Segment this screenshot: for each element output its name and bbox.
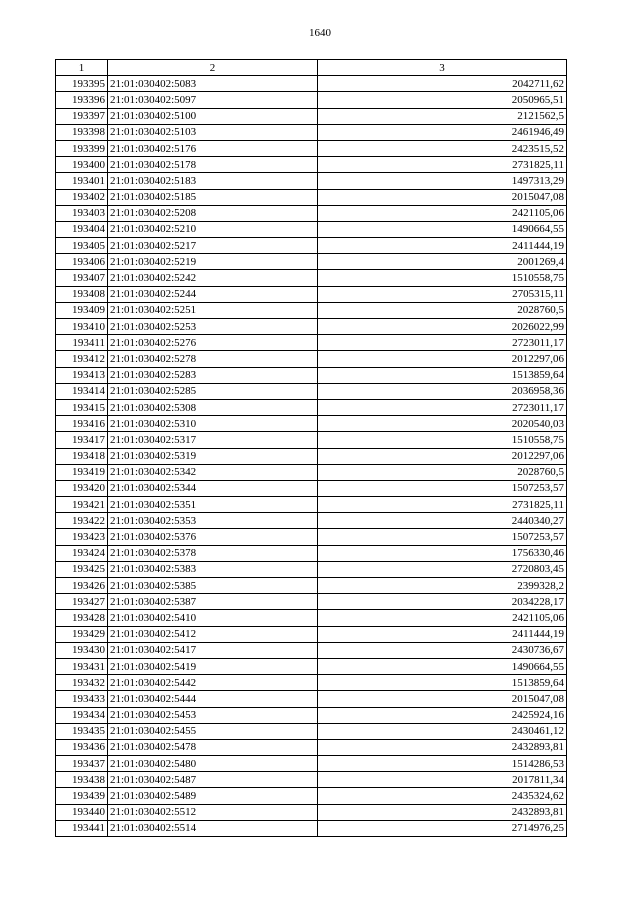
cadastral-value: 2461946,49	[318, 124, 567, 140]
cadastral-value: 2723011,17	[318, 335, 567, 351]
cadastral-value: 2705315,11	[318, 286, 567, 302]
table-row	[56, 658, 567, 674]
row-index: 193422	[56, 513, 108, 529]
table-row	[56, 367, 567, 383]
cadastral-value: 1514286,53	[318, 756, 567, 772]
row-index: 193423	[56, 529, 108, 545]
row-index: 193416	[56, 416, 108, 432]
table-row	[56, 302, 567, 318]
cadastral-value: 2411444,19	[318, 238, 567, 254]
row-index: 193397	[56, 108, 108, 124]
row-index: 193413	[56, 367, 108, 383]
column-header-index: 1	[56, 60, 108, 76]
table-row	[56, 497, 567, 513]
cadastral-number: 21:01:030402:5310	[108, 416, 318, 432]
row-index: 193428	[56, 610, 108, 626]
table-row	[56, 399, 567, 415]
cadastral-value: 2050965,51	[318, 92, 567, 108]
row-index: 193432	[56, 675, 108, 691]
cadastral-number: 21:01:030402:5217	[108, 238, 318, 254]
table-row	[56, 319, 567, 335]
cadastral-number: 21:01:030402:5385	[108, 578, 318, 594]
page-number: 1640	[309, 27, 331, 39]
row-index: 193408	[56, 286, 108, 302]
table-row	[56, 351, 567, 367]
cadastral-value: 2034228,17	[318, 594, 567, 610]
table-row	[56, 626, 567, 642]
cadastral-number: 21:01:030402:5317	[108, 432, 318, 448]
cadastral-number: 21:01:030402:5278	[108, 351, 318, 367]
cadastral-number: 21:01:030402:5253	[108, 319, 318, 335]
cadastral-value: 2017811,34	[318, 772, 567, 788]
table-row	[56, 691, 567, 707]
row-index: 193425	[56, 561, 108, 577]
cadastral-value: 2432893,81	[318, 739, 567, 755]
cadastral-number: 21:01:030402:5210	[108, 221, 318, 237]
cadastral-value: 2028760,5	[318, 464, 567, 480]
cadastral-value: 1497313,29	[318, 173, 567, 189]
cadastral-value: 2028760,5	[318, 302, 567, 318]
table-row	[56, 76, 567, 92]
cadastral-number: 21:01:030402:5083	[108, 76, 318, 92]
cadastral-number: 21:01:030402:5176	[108, 140, 318, 156]
table-row	[56, 448, 567, 464]
cadastral-value: 2714976,25	[318, 820, 567, 836]
row-index: 193419	[56, 464, 108, 480]
cadastral-value: 2430736,67	[318, 642, 567, 658]
table-row	[56, 108, 567, 124]
row-index: 193436	[56, 739, 108, 755]
row-index: 193431	[56, 658, 108, 674]
cadastral-number: 21:01:030402:5480	[108, 756, 318, 772]
cadastral-value: 2731825,11	[318, 497, 567, 513]
table-row	[56, 383, 567, 399]
cadastral-number: 21:01:030402:5344	[108, 480, 318, 496]
cadastral-number: 21:01:030402:5419	[108, 658, 318, 674]
cadastral-value: 2015047,08	[318, 691, 567, 707]
row-index: 193410	[56, 319, 108, 335]
cadastral-number: 21:01:030402:5489	[108, 788, 318, 804]
cadastral-number: 21:01:030402:5514	[108, 820, 318, 836]
table-row	[56, 173, 567, 189]
cadastral-number: 21:01:030402:5097	[108, 92, 318, 108]
table-row	[56, 205, 567, 221]
table-row	[56, 529, 567, 545]
cadastral-number: 21:01:030402:5442	[108, 675, 318, 691]
cadastral-value: 2001269,4	[318, 254, 567, 270]
row-index: 193401	[56, 173, 108, 189]
cadastral-number: 21:01:030402:5219	[108, 254, 318, 270]
cadastral-number: 21:01:030402:5455	[108, 723, 318, 739]
cadastral-value: 2026022,99	[318, 319, 567, 335]
row-index: 193398	[56, 124, 108, 140]
table-row	[56, 416, 567, 432]
row-index: 193438	[56, 772, 108, 788]
cadastral-number: 21:01:030402:5183	[108, 173, 318, 189]
table-row	[56, 578, 567, 594]
table-row	[56, 756, 567, 772]
table-row	[56, 480, 567, 496]
table-row	[56, 254, 567, 270]
table-row	[56, 432, 567, 448]
row-index: 193411	[56, 335, 108, 351]
row-index: 193424	[56, 545, 108, 561]
cadastral-value-table	[55, 59, 567, 837]
table-row	[56, 238, 567, 254]
cadastral-number: 21:01:030402:5444	[108, 691, 318, 707]
cadastral-value: 2411444,19	[318, 626, 567, 642]
cadastral-value: 2720803,45	[318, 561, 567, 577]
row-index: 193421	[56, 497, 108, 513]
cadastral-number: 21:01:030402:5512	[108, 804, 318, 820]
table-row	[56, 820, 567, 836]
table-row	[56, 545, 567, 561]
row-index: 193409	[56, 302, 108, 318]
cadastral-number: 21:01:030402:5251	[108, 302, 318, 318]
cadastral-value: 2012297,06	[318, 448, 567, 464]
cadastral-number: 21:01:030402:5378	[108, 545, 318, 561]
cadastral-value: 1756330,46	[318, 545, 567, 561]
row-index: 193402	[56, 189, 108, 205]
cadastral-value: 2015047,08	[318, 189, 567, 205]
cadastral-value: 1490664,55	[318, 658, 567, 674]
row-index: 193406	[56, 254, 108, 270]
cadastral-number: 21:01:030402:5387	[108, 594, 318, 610]
row-index: 193426	[56, 578, 108, 594]
row-index: 193427	[56, 594, 108, 610]
row-index: 193420	[56, 480, 108, 496]
cadastral-number: 21:01:030402:5242	[108, 270, 318, 286]
table-row	[56, 594, 567, 610]
cadastral-value: 2723011,17	[318, 399, 567, 415]
row-index: 193441	[56, 820, 108, 836]
cadastral-value: 2421105,06	[318, 205, 567, 221]
cadastral-number: 21:01:030402:5453	[108, 707, 318, 723]
cadastral-value: 2440340,27	[318, 513, 567, 529]
row-index: 193415	[56, 399, 108, 415]
table-row	[56, 157, 567, 173]
cadastral-number: 21:01:030402:5208	[108, 205, 318, 221]
row-index: 193399	[56, 140, 108, 156]
cadastral-number: 21:01:030402:5417	[108, 642, 318, 658]
cadastral-value: 1513859,64	[318, 367, 567, 383]
row-index: 193414	[56, 383, 108, 399]
row-index: 193395	[56, 76, 108, 92]
table-row	[56, 772, 567, 788]
cadastral-value: 1510558,75	[318, 432, 567, 448]
table-row	[56, 561, 567, 577]
cadastral-number: 21:01:030402:5410	[108, 610, 318, 626]
cadastral-value: 2423515,52	[318, 140, 567, 156]
row-index: 193418	[56, 448, 108, 464]
cadastral-number: 21:01:030402:5353	[108, 513, 318, 529]
row-index: 193440	[56, 804, 108, 820]
row-index: 193437	[56, 756, 108, 772]
row-index: 193417	[56, 432, 108, 448]
row-index: 193403	[56, 205, 108, 221]
table-row	[56, 286, 567, 302]
row-index: 193400	[56, 157, 108, 173]
table-row	[56, 464, 567, 480]
table-row	[56, 804, 567, 820]
cadastral-value: 1507253,57	[318, 529, 567, 545]
table-row	[56, 610, 567, 626]
cadastral-number: 21:01:030402:5351	[108, 497, 318, 513]
cadastral-number: 21:01:030402:5103	[108, 124, 318, 140]
cadastral-number: 21:01:030402:5283	[108, 367, 318, 383]
cadastral-value: 2425924,16	[318, 707, 567, 723]
cadastral-value: 2012297,06	[318, 351, 567, 367]
cadastral-number: 21:01:030402:5244	[108, 286, 318, 302]
table-row	[56, 140, 567, 156]
cadastral-value: 2421105,06	[318, 610, 567, 626]
cadastral-number: 21:01:030402:5376	[108, 529, 318, 545]
cadastral-number: 21:01:030402:5383	[108, 561, 318, 577]
cadastral-value: 2036958,36	[318, 383, 567, 399]
row-index: 193433	[56, 691, 108, 707]
row-index: 193439	[56, 788, 108, 804]
cadastral-number: 21:01:030402:5185	[108, 189, 318, 205]
cadastral-number: 21:01:030402:5478	[108, 739, 318, 755]
cadastral-number: 21:01:030402:5487	[108, 772, 318, 788]
row-index: 193434	[56, 707, 108, 723]
cadastral-number: 21:01:030402:5276	[108, 335, 318, 351]
cadastral-value: 1513859,64	[318, 675, 567, 691]
cadastral-value: 2020540,03	[318, 416, 567, 432]
row-index: 193429	[56, 626, 108, 642]
row-index: 193405	[56, 238, 108, 254]
column-header-value: 3	[318, 60, 567, 76]
row-index: 193412	[56, 351, 108, 367]
cadastral-value: 2042711,62	[318, 76, 567, 92]
row-index: 193404	[56, 221, 108, 237]
table-row	[56, 675, 567, 691]
cadastral-number: 21:01:030402:5100	[108, 108, 318, 124]
cadastral-value: 2399328,2	[318, 578, 567, 594]
table-row	[56, 513, 567, 529]
cadastral-value: 2731825,11	[318, 157, 567, 173]
table-row	[56, 335, 567, 351]
cadastral-number: 21:01:030402:5412	[108, 626, 318, 642]
cadastral-value: 1510558,75	[318, 270, 567, 286]
cadastral-value: 1507253,57	[318, 480, 567, 496]
table-row	[56, 92, 567, 108]
row-index: 193430	[56, 642, 108, 658]
table-row	[56, 270, 567, 286]
table-row	[56, 189, 567, 205]
cadastral-value: 2430461,12	[318, 723, 567, 739]
cadastral-number: 21:01:030402:5308	[108, 399, 318, 415]
cadastral-number: 21:01:030402:5285	[108, 383, 318, 399]
cadastral-value: 2435324,62	[318, 788, 567, 804]
row-index: 193396	[56, 92, 108, 108]
table-body	[56, 76, 567, 837]
cadastral-value: 1490664,55	[318, 221, 567, 237]
cadastral-number: 21:01:030402:5319	[108, 448, 318, 464]
cadastral-value: 2121562,5	[318, 108, 567, 124]
table-row	[56, 707, 567, 723]
cadastral-value: 2432893,81	[318, 804, 567, 820]
cadastral-number: 21:01:030402:5178	[108, 157, 318, 173]
table-row	[56, 723, 567, 739]
table-row	[56, 221, 567, 237]
table-row	[56, 642, 567, 658]
row-index: 193435	[56, 723, 108, 739]
table-row	[56, 788, 567, 804]
cadastral-number: 21:01:030402:5342	[108, 464, 318, 480]
table-row	[56, 739, 567, 755]
table-row	[56, 124, 567, 140]
row-index: 193407	[56, 270, 108, 286]
table-header-row	[56, 60, 567, 76]
column-header-cadastral-number: 2	[108, 60, 318, 76]
